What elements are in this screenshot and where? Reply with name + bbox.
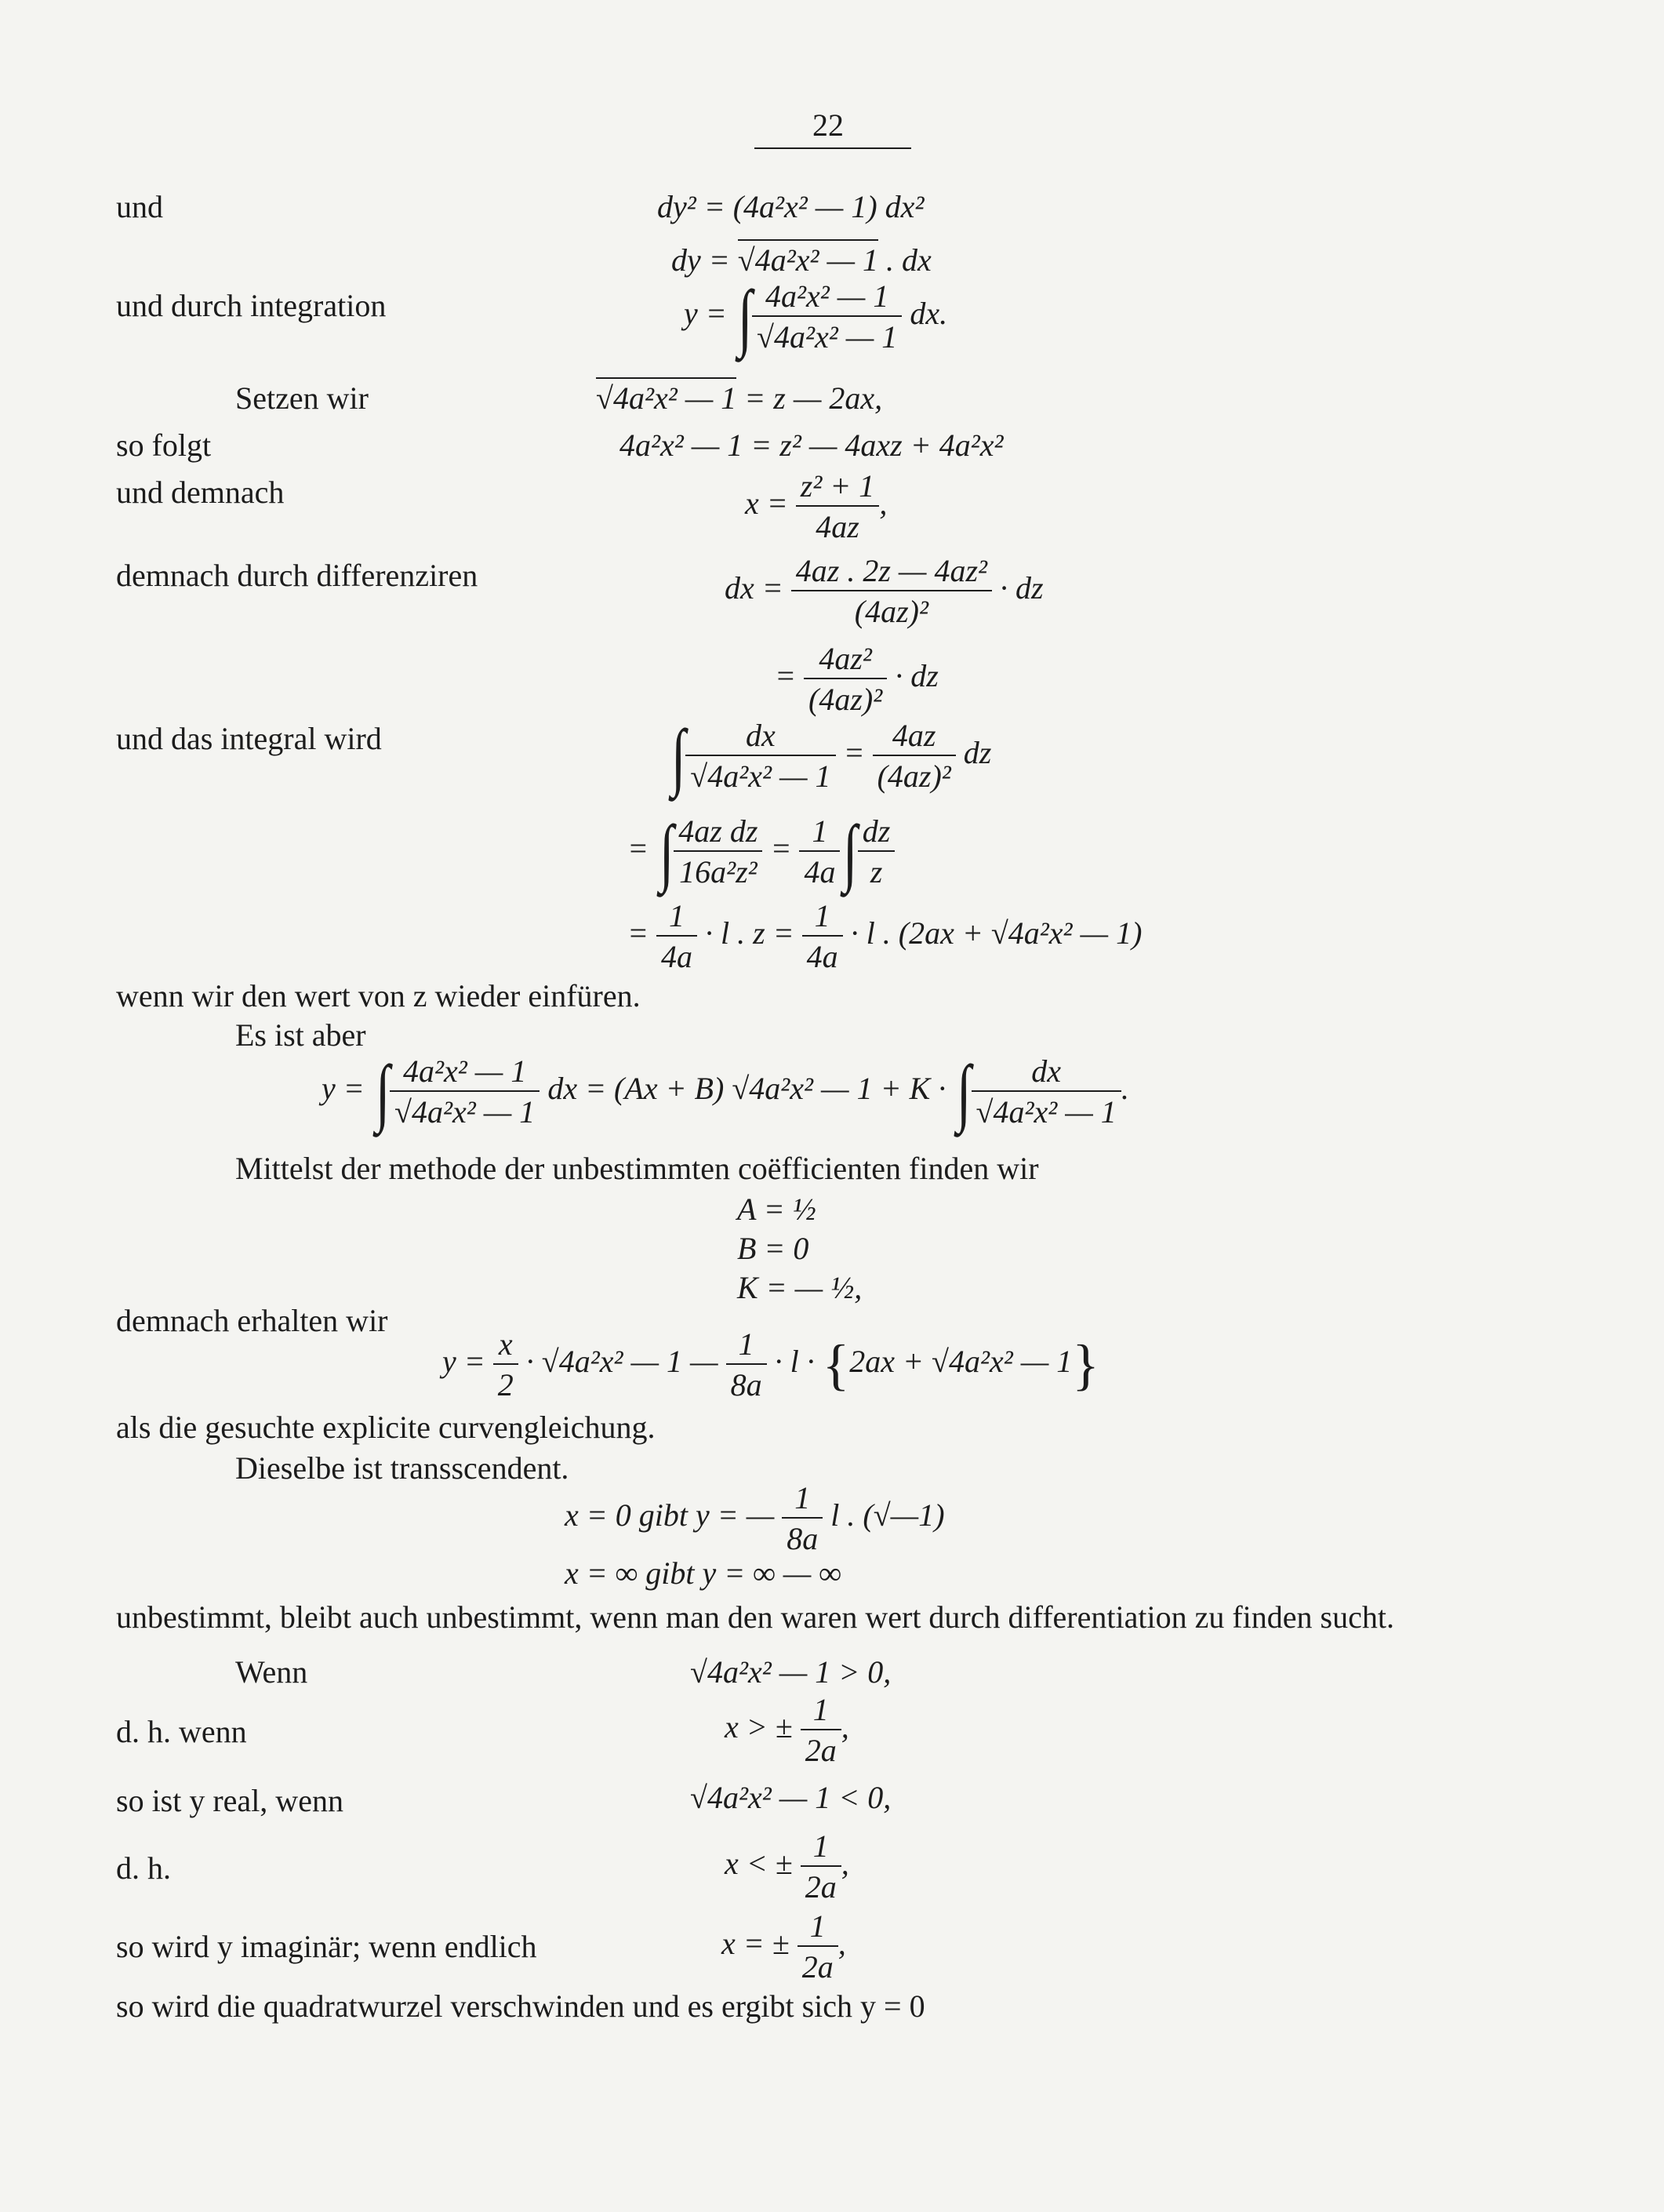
equation-rhs: . (1121, 1071, 1129, 1107)
label-und-das-integral: und das integral wird (116, 721, 382, 756)
denominator: 2a (801, 1865, 841, 1903)
equation-log: · l · (766, 1344, 823, 1380)
equation-mid: · l . z = (697, 915, 802, 951)
numerator: 1 (738, 1326, 754, 1362)
text-so-wird-y-imaginaer: so wird y imaginär; wenn endlich (116, 1929, 537, 1964)
fraction (791, 555, 992, 628)
equation-dx-simplified (775, 643, 939, 715)
numerator: dx (746, 718, 776, 753)
text-so-wird-die-quadratwurzel: so wird die quadratwurzel verschwinden und es ergibt sich y = 0 (116, 1988, 925, 2024)
numerator: 1 (669, 898, 685, 933)
numerator: dz (862, 813, 891, 849)
numerator: 4a²x² — 1 (403, 1053, 527, 1089)
denominator: (4az)² (791, 590, 992, 628)
text-wenn-wir-den-wert: wenn wir den wert von z wieder einfüren. (116, 978, 641, 1013)
equation-lhs: y = (442, 1344, 493, 1380)
equals: = (775, 658, 804, 694)
fraction (802, 900, 843, 973)
numerator: dx (1031, 1053, 1062, 1089)
equation-mid: · √4a²x² — 1 — (518, 1344, 726, 1380)
numerator: 4az . 2z — 4az² (795, 553, 988, 588)
fraction (752, 278, 902, 355)
numerator: 1 (812, 1692, 829, 1727)
denominator: (4az)² (804, 678, 887, 715)
denominator: 8a (726, 1363, 767, 1401)
integral-sign: ∫ (843, 809, 858, 893)
equation-lhs: dx = (725, 570, 791, 606)
fraction (797, 1908, 838, 1985)
fraction (493, 1326, 518, 1403)
numerator: z² + 1 (800, 468, 875, 504)
label-demnach-differenziren: demnach durch differenziren (116, 558, 478, 593)
equation-x-zero (565, 1480, 945, 1556)
equation-expanded: 4a²x² — 1 = z² — 4axz + 4a²x² (619, 427, 1004, 463)
text-dh-wenn: d. h. wenn (116, 1714, 247, 1749)
fraction (972, 1053, 1121, 1130)
denominator: √4a²x² — 1 (685, 755, 835, 792)
equation-lhs: x = ± (721, 1926, 797, 1962)
label-so-folgt: so folgt (116, 427, 212, 463)
equation-root-positive: √4a²x² — 1 > 0, (690, 1654, 892, 1690)
equation-x-less (725, 1828, 849, 1905)
equation-braced: 2ax + √4a²x² — 1 (849, 1344, 1073, 1380)
denominator: √4a²x² — 1 (972, 1090, 1121, 1128)
fraction (782, 1480, 823, 1556)
equation-coefficient-a: A = ½ (737, 1191, 816, 1227)
equation-dy-rhs: . dx (878, 242, 932, 278)
equation-y-integral (684, 274, 948, 358)
numerator: 1 (809, 1908, 826, 1944)
fraction (799, 813, 840, 890)
fraction (801, 1828, 841, 1905)
text-als-die-gesuchte: als die gesuchte explicite curvengleichung. (116, 1410, 656, 1445)
fraction (801, 1694, 841, 1766)
equation-explicit-curve (442, 1326, 1099, 1403)
equation-lhs: x > ± (725, 1709, 801, 1745)
fraction (804, 643, 887, 715)
equation-integral-simplified (627, 809, 895, 893)
text-es-ist-aber: Es ist aber (235, 1017, 366, 1053)
denominator: (4az)² (873, 755, 956, 792)
equation-substitution (596, 380, 883, 416)
denominator: 2a (797, 1945, 838, 1983)
equation-rhs: · dz (992, 570, 1044, 606)
left-brace: { (822, 1333, 850, 1396)
header-rule (754, 147, 911, 149)
page-number: 22 (812, 107, 844, 143)
label-und-durch-integration: und durch integration (116, 288, 387, 323)
integral-sign: ∫ (659, 809, 674, 893)
numerator: 1 (812, 813, 828, 849)
text-mittelst: Mittelst der methode der unbestimmten coëfficienten finden wir (235, 1151, 1039, 1186)
equation-dx (725, 555, 1044, 628)
radical: √4a²x² — 1 (596, 377, 736, 416)
equation-rhs: · l . (2ax + √4a²x² — 1) (842, 915, 1143, 951)
text-dieselbe: Dieselbe ist transscendent. (235, 1450, 569, 1486)
denominator: 2 (493, 1363, 518, 1401)
integral-sign: ∫ (670, 713, 686, 798)
numerator: 1 (812, 1828, 829, 1864)
equation-y-ansatz (322, 1049, 1129, 1133)
fraction (796, 468, 880, 544)
equation-dy-squared: dy² = (4a²x² — 1) dx² (657, 189, 925, 224)
numerator: 4az² (819, 641, 872, 676)
equation-dy (671, 242, 932, 278)
denominator: z (858, 850, 896, 888)
text-dh: d. h. (116, 1850, 171, 1886)
equation-rhs: · dz (887, 658, 939, 694)
numerator: 4az (892, 718, 936, 753)
equation-x-equal (721, 1908, 846, 1985)
text-so-ist-y-real: so ist y real, wenn (116, 1783, 343, 1818)
radical: √4a²x² — 1 (738, 239, 878, 278)
equation-x-greater (725, 1694, 849, 1766)
equation-rhs: dx. (902, 296, 948, 332)
equation-rhs: , (837, 1926, 846, 1962)
equation-root-negative: √4a²x² — 1 < 0, (690, 1780, 892, 1815)
denominator: 4a (656, 935, 697, 973)
equation-rhs: l . (√—1) (823, 1497, 945, 1533)
equation-rhs: , (841, 1709, 849, 1745)
equation-coefficient-k: K = — ½, (737, 1270, 863, 1305)
denominator: 4a (802, 935, 843, 973)
equation-dy-lhs: dy = (671, 242, 738, 278)
denominator: √4a²x² — 1 (390, 1090, 540, 1128)
denominator: 2a (801, 1729, 841, 1766)
label-und: und (116, 189, 163, 224)
fraction (858, 813, 896, 890)
denominator: 8a (782, 1517, 823, 1555)
equals: = (762, 831, 800, 867)
equation-integral-transformed (668, 713, 992, 798)
equation-coefficient-b: B = 0 (737, 1231, 809, 1266)
equation-rhs: , (841, 1846, 849, 1882)
fraction (726, 1326, 767, 1403)
fraction (685, 720, 835, 792)
equation-lhs: x = (745, 486, 796, 522)
numerator: 1 (814, 898, 830, 933)
equation-x (745, 468, 888, 544)
equation-rhs: = z — 2ax, (736, 380, 883, 416)
denominator: 4az (796, 505, 880, 543)
denominator: 4a (799, 850, 840, 888)
numerator: x (498, 1326, 513, 1362)
fraction (873, 720, 956, 792)
equation-lhs: x = 0 gibt y = — (565, 1497, 783, 1533)
integral-sign: ∫ (375, 1049, 391, 1133)
equation-rhs: dz (955, 735, 992, 771)
text-wenn: Wenn (235, 1654, 308, 1690)
fraction (390, 1053, 540, 1130)
text-demnach-erhalten: demnach erhalten wir (116, 1303, 388, 1338)
text-unbestimmt: unbestimmt, bleibt auch unbestimmt, wenn man den waren wert durch differentiation zu finden sucht. (116, 1599, 1394, 1635)
numerator: 4az dz (678, 813, 758, 849)
equals: = (835, 735, 873, 771)
equation-log-result (627, 900, 1142, 973)
fraction (674, 813, 762, 890)
equals: = (627, 831, 656, 867)
integral-sign: ∫ (957, 1049, 972, 1133)
equation-lhs: y = (322, 1071, 372, 1107)
equation-mid: dx = (Ax + B) √4a²x² — 1 + K · (540, 1071, 954, 1107)
denominator: √4a²x² — 1 (752, 315, 902, 353)
denominator: 16a²z² (674, 850, 762, 888)
fraction (656, 900, 697, 973)
equation-lhs: x < ± (725, 1846, 801, 1882)
equation-lhs: y = (684, 296, 735, 332)
label-und-demnach: und demnach (116, 475, 285, 510)
equation-x-infinity: x = ∞ gibt y = ∞ — ∞ (565, 1555, 841, 1591)
label-setzen-wir: Setzen wir (235, 380, 369, 416)
integral-sign: ∫ (737, 274, 753, 358)
equals: = (627, 915, 656, 951)
numerator: 4a²x² — 1 (765, 278, 889, 314)
equation-rhs: , (879, 486, 888, 522)
right-brace: } (1072, 1333, 1099, 1396)
numerator: 1 (794, 1480, 811, 1515)
